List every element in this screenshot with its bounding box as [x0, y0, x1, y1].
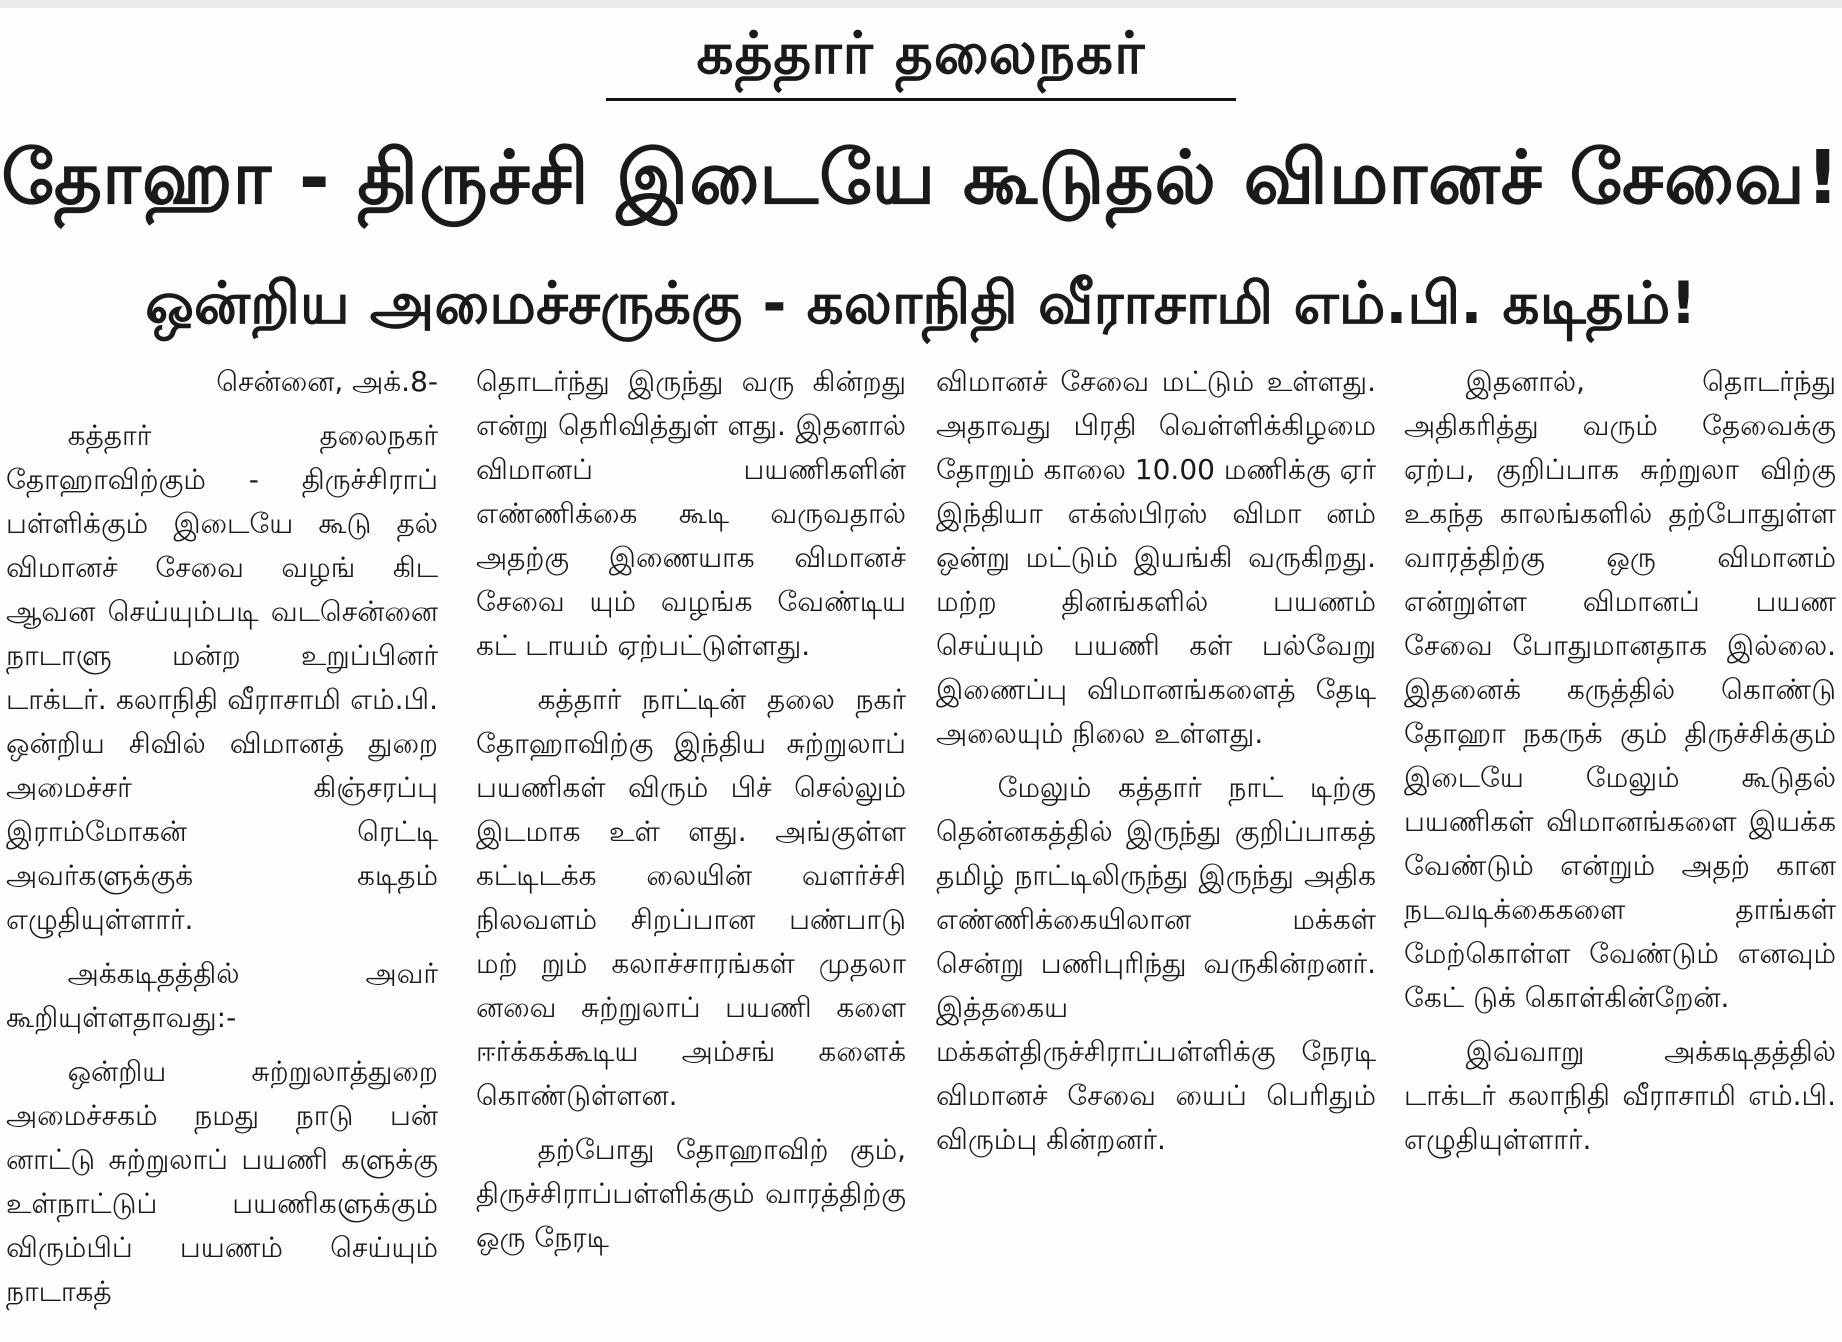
- paragraph: தற்போது தோஹாவிற் கும், திருச்சிராப்பள்ளிக்கும் வாரத்திற்கு ஒரு நேரடி: [476, 1133, 906, 1254]
- article-column-3: [936, 360, 1376, 1342]
- article-column-4: [1404, 360, 1836, 1342]
- paragraph: ஒன்றிய சுற்றுலாத்துறை அமைச்சகம் நமது நாடு பன் னாட்டு சுற்றுலாப் பயணி களுக்கு உள்நாட்டுப் பயணிகளுக்கும் விரும்பிப் பயணம் செய்யும் நாடாகத்: [6, 1055, 438, 1308]
- paragraph: தொடர்ந்து இருந்து வரு கின்றது என்று தெரிவித்துள் ளது. இதனால் விமானப் பயணிகளின் எண்ணிக்கை கூடி வருவதால் அதற்கு இணையாக விமானச் சேவை யும் வழங்க வேண்டிய கட் டாயம் ஏற்பட்டுள்ளது.: [476, 365, 906, 662]
- paragraph: கத்தார் தலைநகர் தோஹாவிற்கும் - திருச்சிராப் பள்ளிக்கும் இடையே கூடு தல் விமானச் சேவை வழங் கிட ஆவன செய்யும்படி வடசென்னை நாடாளு மன்ற உறுப்பினர் டாக்டர். கலாநிதி வீராசாமி எம்.பி. ஒன்றிய சிவில் விமானத் துறை அமைச்சர் கிஞ்சரப்பு இராம்மோகன் ரெட்டி அவர்களுக்குக் கடிதம் எழுதியுள்ளார்.: [6, 419, 438, 936]
- kicker-title: கத்தார் தலைநகர்: [696, 19, 1146, 87]
- paragraph: கத்தார் நாட்டின் தலை நகர் தோஹாவிற்கு இந்திய சுற்றுலாப் பயணிகள் விரும் பிச் செல்லும் இடமாக உள் ளது. அங்குள்ள கட்டிடக்க லையின் வளர்ச்சி நிலவளம் சிறப்பான பண்பாடு மற் றும் கலாச்சாரங்கள் முதலா னவை சுற்றுலாப் பயணி களை ஈர்க்கக்கூடிய அம்சங் களைக் கொண்டுள்ளன.: [476, 683, 906, 1112]
- subheadline: ஒன்றிய அமைச்சருக்கு - கலாநிதி வீராசாமி எம்.பி. கடிதம்!: [145, 269, 1697, 337]
- paragraph: இவ்வாறு அக்கடிதத்தில் டாக்டர் கலாநிதி வீராசாமி எம்.பி. எழுதியுள்ளார்.: [1404, 1035, 1836, 1156]
- paragraph: மேலும் கத்தார் நாட் டிற்கு தென்னகத்தில் இருந்து குறிப்பாகத் தமிழ் நாட்டிலிருந்து இருந்து அதிக எண்ணிக்கையிலான மக்கள் சென்று பணிபுரிந்து வருகின்றனர். இத்தகைய மக்கள்திருச்சிராப்பள்ளிக்கு நேரடி விமானச் சேவை யைப் பெரிதும் விரும்பு கின்றனர்.: [936, 771, 1376, 1156]
- headline: தோஹா - திருச்சி இடையே கூடுதல் விமானச் சேவை!: [1, 135, 1841, 221]
- paragraph: அக்கடிதத்தில் அவர் கூறியுள்ளதாவது:-: [6, 957, 438, 1034]
- paragraph: விமானச் சேவை மட்டும் உள்ளது. அதாவது பிரதி வெள்ளிக்கிழமை தோறும் காலை 10.00 மணிக்கு ஏர் இந்தியா எக்ஸ்பிரஸ் விமா னம் ஒன்று மட்டும் இயங்கி வருகிறது. மற்ற தினங்களில் பயணம் செய்யும் பயணி கள் பல்வேறு இணைப்பு விமானங்களைத் தேடி அலையும் நிலை உள்ளது.: [936, 365, 1376, 750]
- paragraph: இதனால், தொடர்ந்து அதிகரித்து வரும் தேவைக்கு ஏற்ப, குறிப்பாக சுற்றுலா விற்கு உகந்த காலங்களில் தற்போதுள்ள வாரத்திற்கு ஒரு விமானம் என்றுள்ள விமானப் பயண சேவை போதுமானதாக இல்லை. இதனைக் கருத்தில் கொண்டு தோஹா நகருக் கும் திருச்சிக்கும் இடையே மேலும் கூடுதல் பயணிகள் விமானங்களை இயக்க வேண்டும் என்றும் அதற் கான நடவடிக்கைகளை தாங்கள் மேற்கொள்ள வேண்டும் எனவும் கேட் டுக் கொள்கின்றேன்.: [1404, 365, 1836, 1014]
- article-column-2: [476, 360, 906, 1342]
- article-column-1: [6, 360, 438, 1342]
- article-columns: [6, 360, 1836, 1342]
- kicker-underline: [606, 98, 1236, 101]
- dateline: சென்னை, அக்.8-: [216, 365, 438, 398]
- top-edge-strip: [0, 0, 1842, 8]
